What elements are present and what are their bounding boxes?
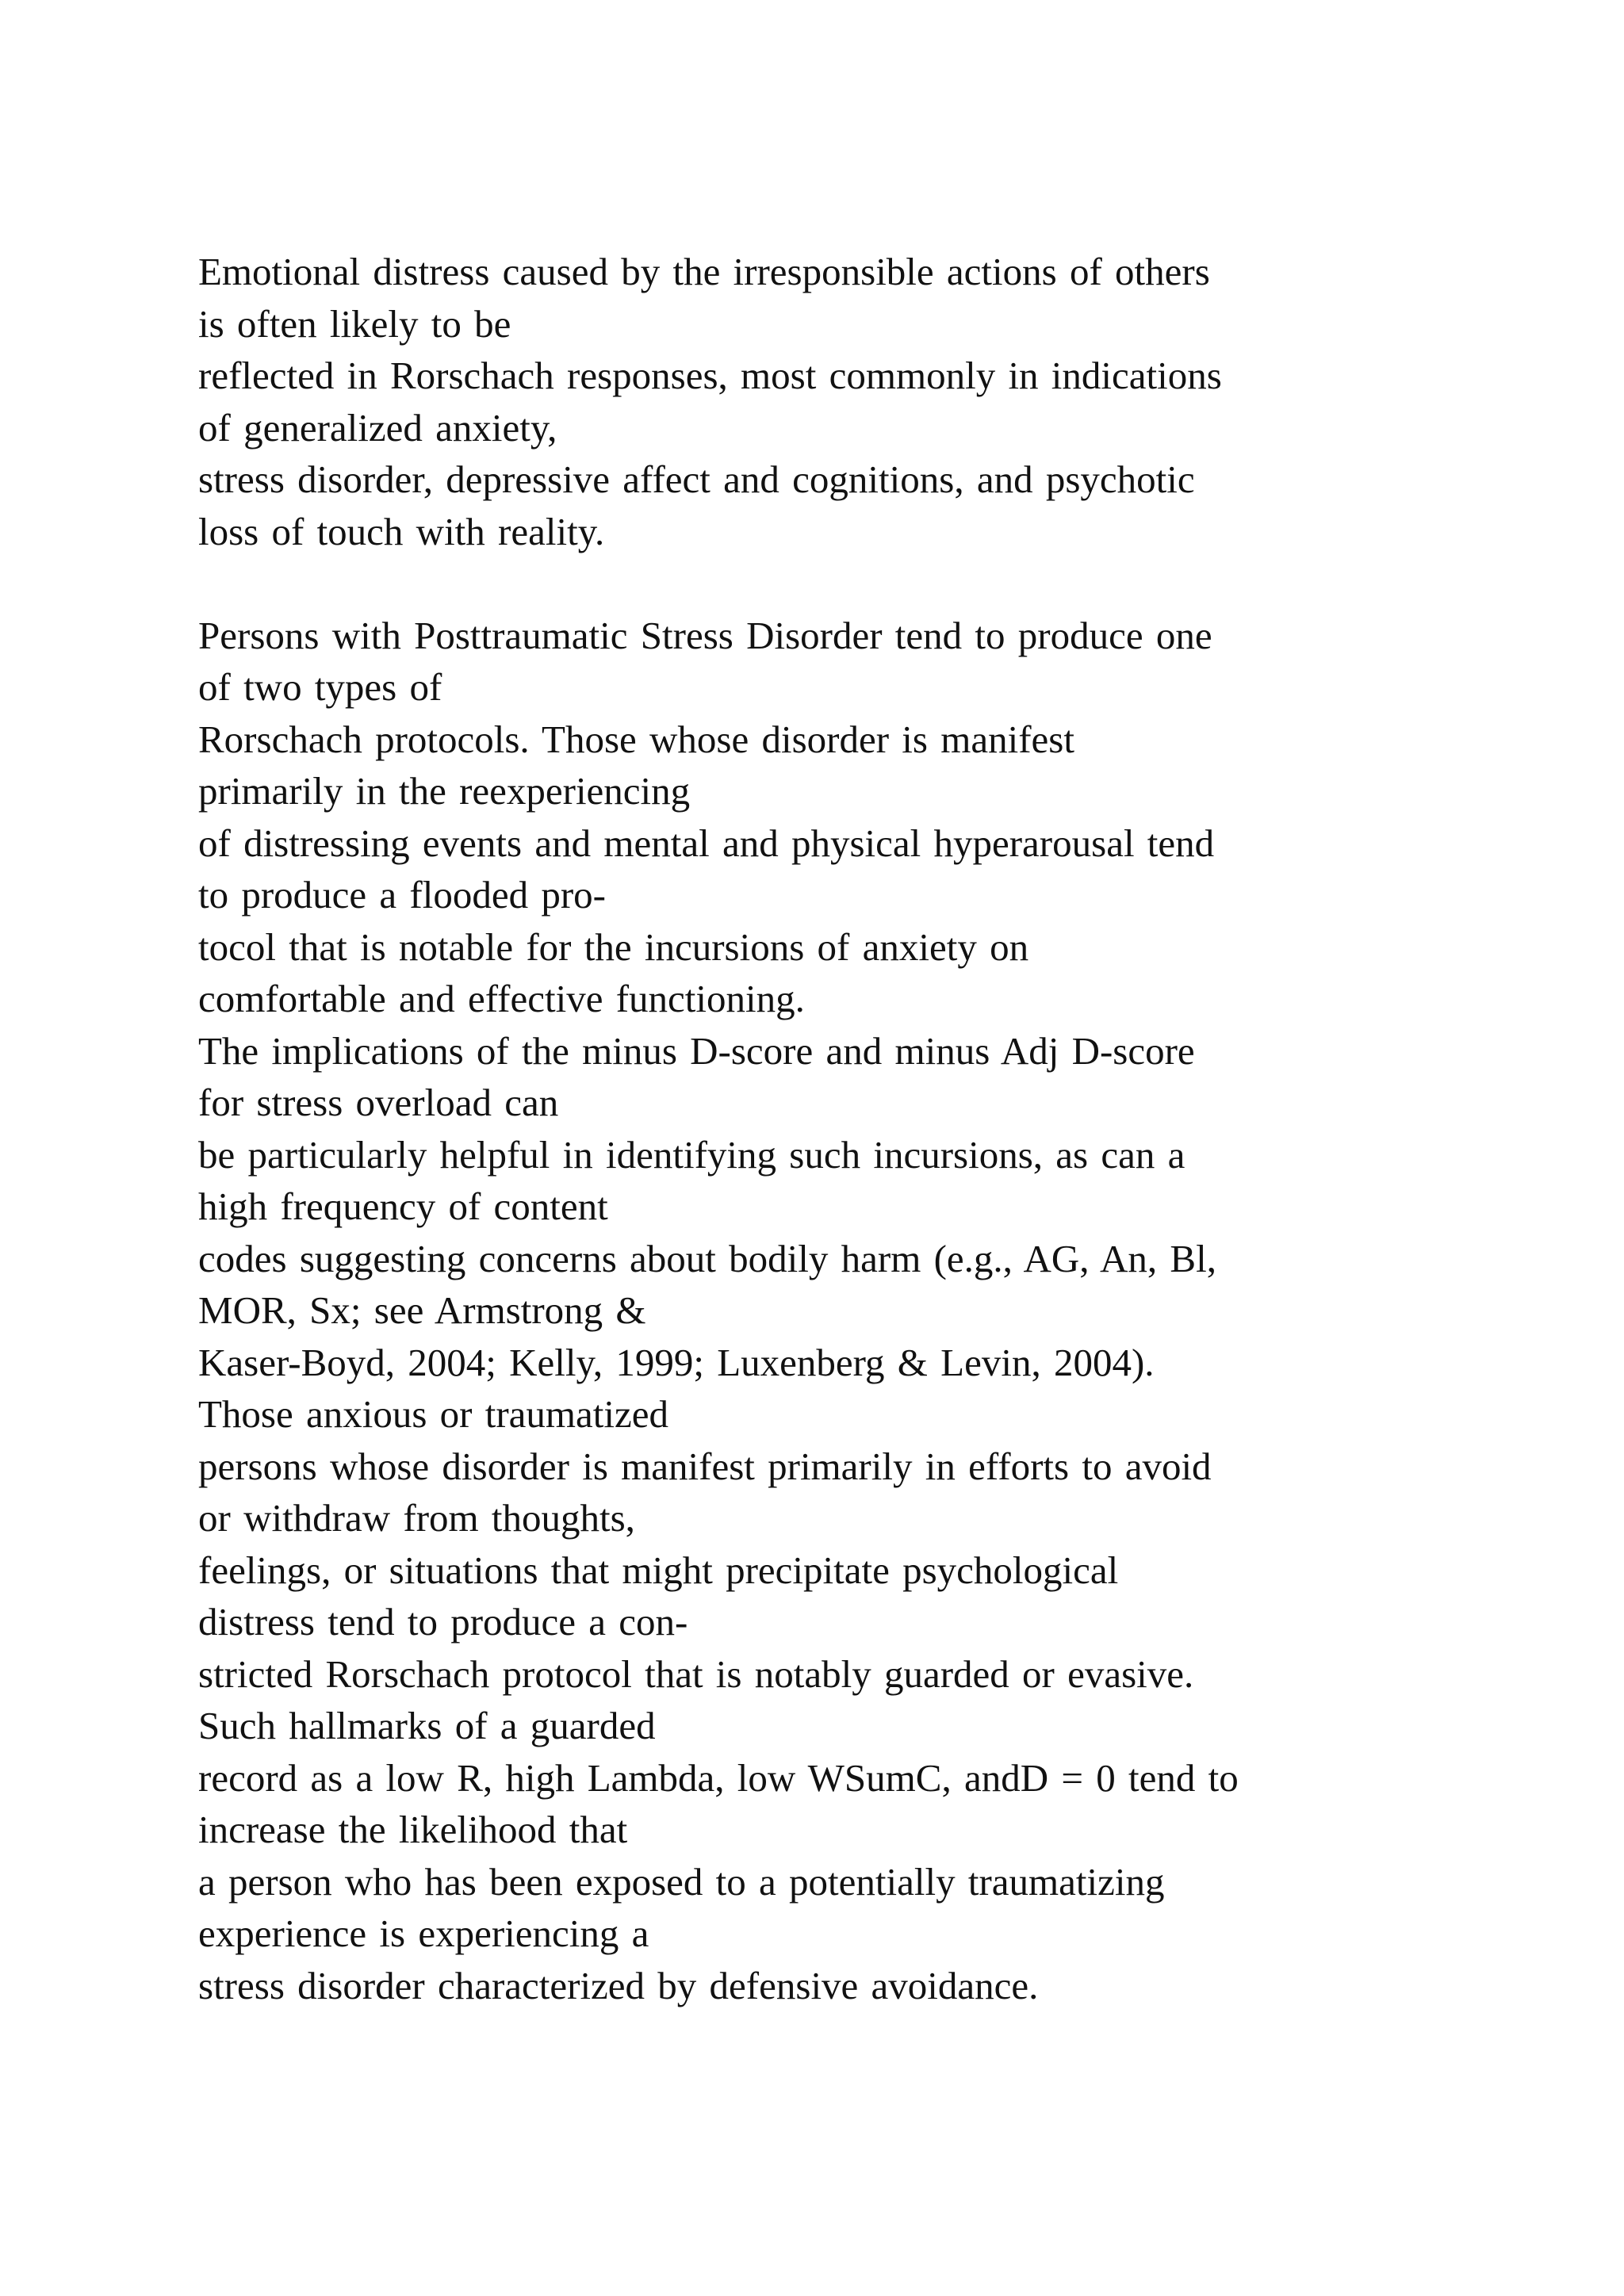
text-line: stricted Rorschach protocol that is notably guarded or evasive. <box>198 1651 1194 1696</box>
text-line: high frequency of content <box>198 1184 608 1228</box>
text-line: Those anxious or traumatized <box>198 1392 669 1436</box>
text-line: Emotional distress caused by the irresponsible actions of others <box>198 250 1210 293</box>
document-body <box>198 246 1618 2011</box>
text-line: codes suggesting concerns about bodily harm (e.g., AG, An, Bl, <box>198 1236 1216 1280</box>
text-line: comfortable and effective functioning. <box>198 977 805 1020</box>
text-line: distress tend to produce a con- <box>198 1600 688 1644</box>
text-line: Kaser-Boyd, 2004; Kelly, 1999; Luxenberg & Levin, 2004). <box>198 1340 1155 1384</box>
text-line: increase the likelihood that <box>198 1808 628 1851</box>
text-line: record as a low R, high Lambda, low WSumC, andD = 0 tend to <box>198 1755 1239 1800</box>
text-line: experience is experiencing a <box>198 1911 649 1955</box>
text-line: or withdraw from thoughts, <box>198 1496 635 1540</box>
text-line: stress disorder characterized by defensive avoidance. <box>198 1963 1039 2007</box>
text-line: MOR, Sx; see Armstrong & <box>198 1288 646 1332</box>
paragraph-2 <box>198 610 1618 2012</box>
text-line: primarily in the reexperiencing <box>198 769 691 813</box>
text-line: to produce a flooded pro- <box>198 873 606 916</box>
text-line: stress disorder, depressive affect and cognitions, and psychotic <box>198 457 1195 501</box>
text-line: feelings, or situations that might precipitate psychological <box>198 1548 1119 1592</box>
text-line: of distressing events and mental and physical hyperarousal tend <box>198 821 1215 865</box>
text-line: Such hallmarks of a guarded <box>198 1704 656 1747</box>
text-line: be particularly helpful in identifying such incursions, as can a <box>198 1132 1185 1177</box>
text-line: Rorschach protocols. Those whose disorder is manifest <box>198 717 1074 761</box>
text-line: reflected in Rorschach responses, most commonly in indications <box>198 354 1222 397</box>
text-line: The implications of the minus D-score and minus Adj D-score <box>198 1028 1195 1073</box>
text-line: persons whose disorder is manifest primarily in efforts to avoid <box>198 1444 1212 1488</box>
text-line: tocol that is notable for the incursions of anxiety on <box>198 924 1029 969</box>
paragraph-1 <box>198 246 1618 557</box>
text-line: of two types of <box>198 665 442 709</box>
paragraph-spacer <box>198 557 1618 610</box>
text-line: a person who has been exposed to a potentially traumatizing <box>198 1859 1165 1904</box>
text-line: for stress overload can <box>198 1081 559 1124</box>
text-line: loss of touch with reality. <box>198 509 605 553</box>
text-line: Persons with Posttraumatic Stress Disorder tend to produce one <box>198 613 1212 657</box>
text-line: of generalized anxiety, <box>198 405 557 450</box>
text-line: is often likely to be <box>198 301 511 346</box>
